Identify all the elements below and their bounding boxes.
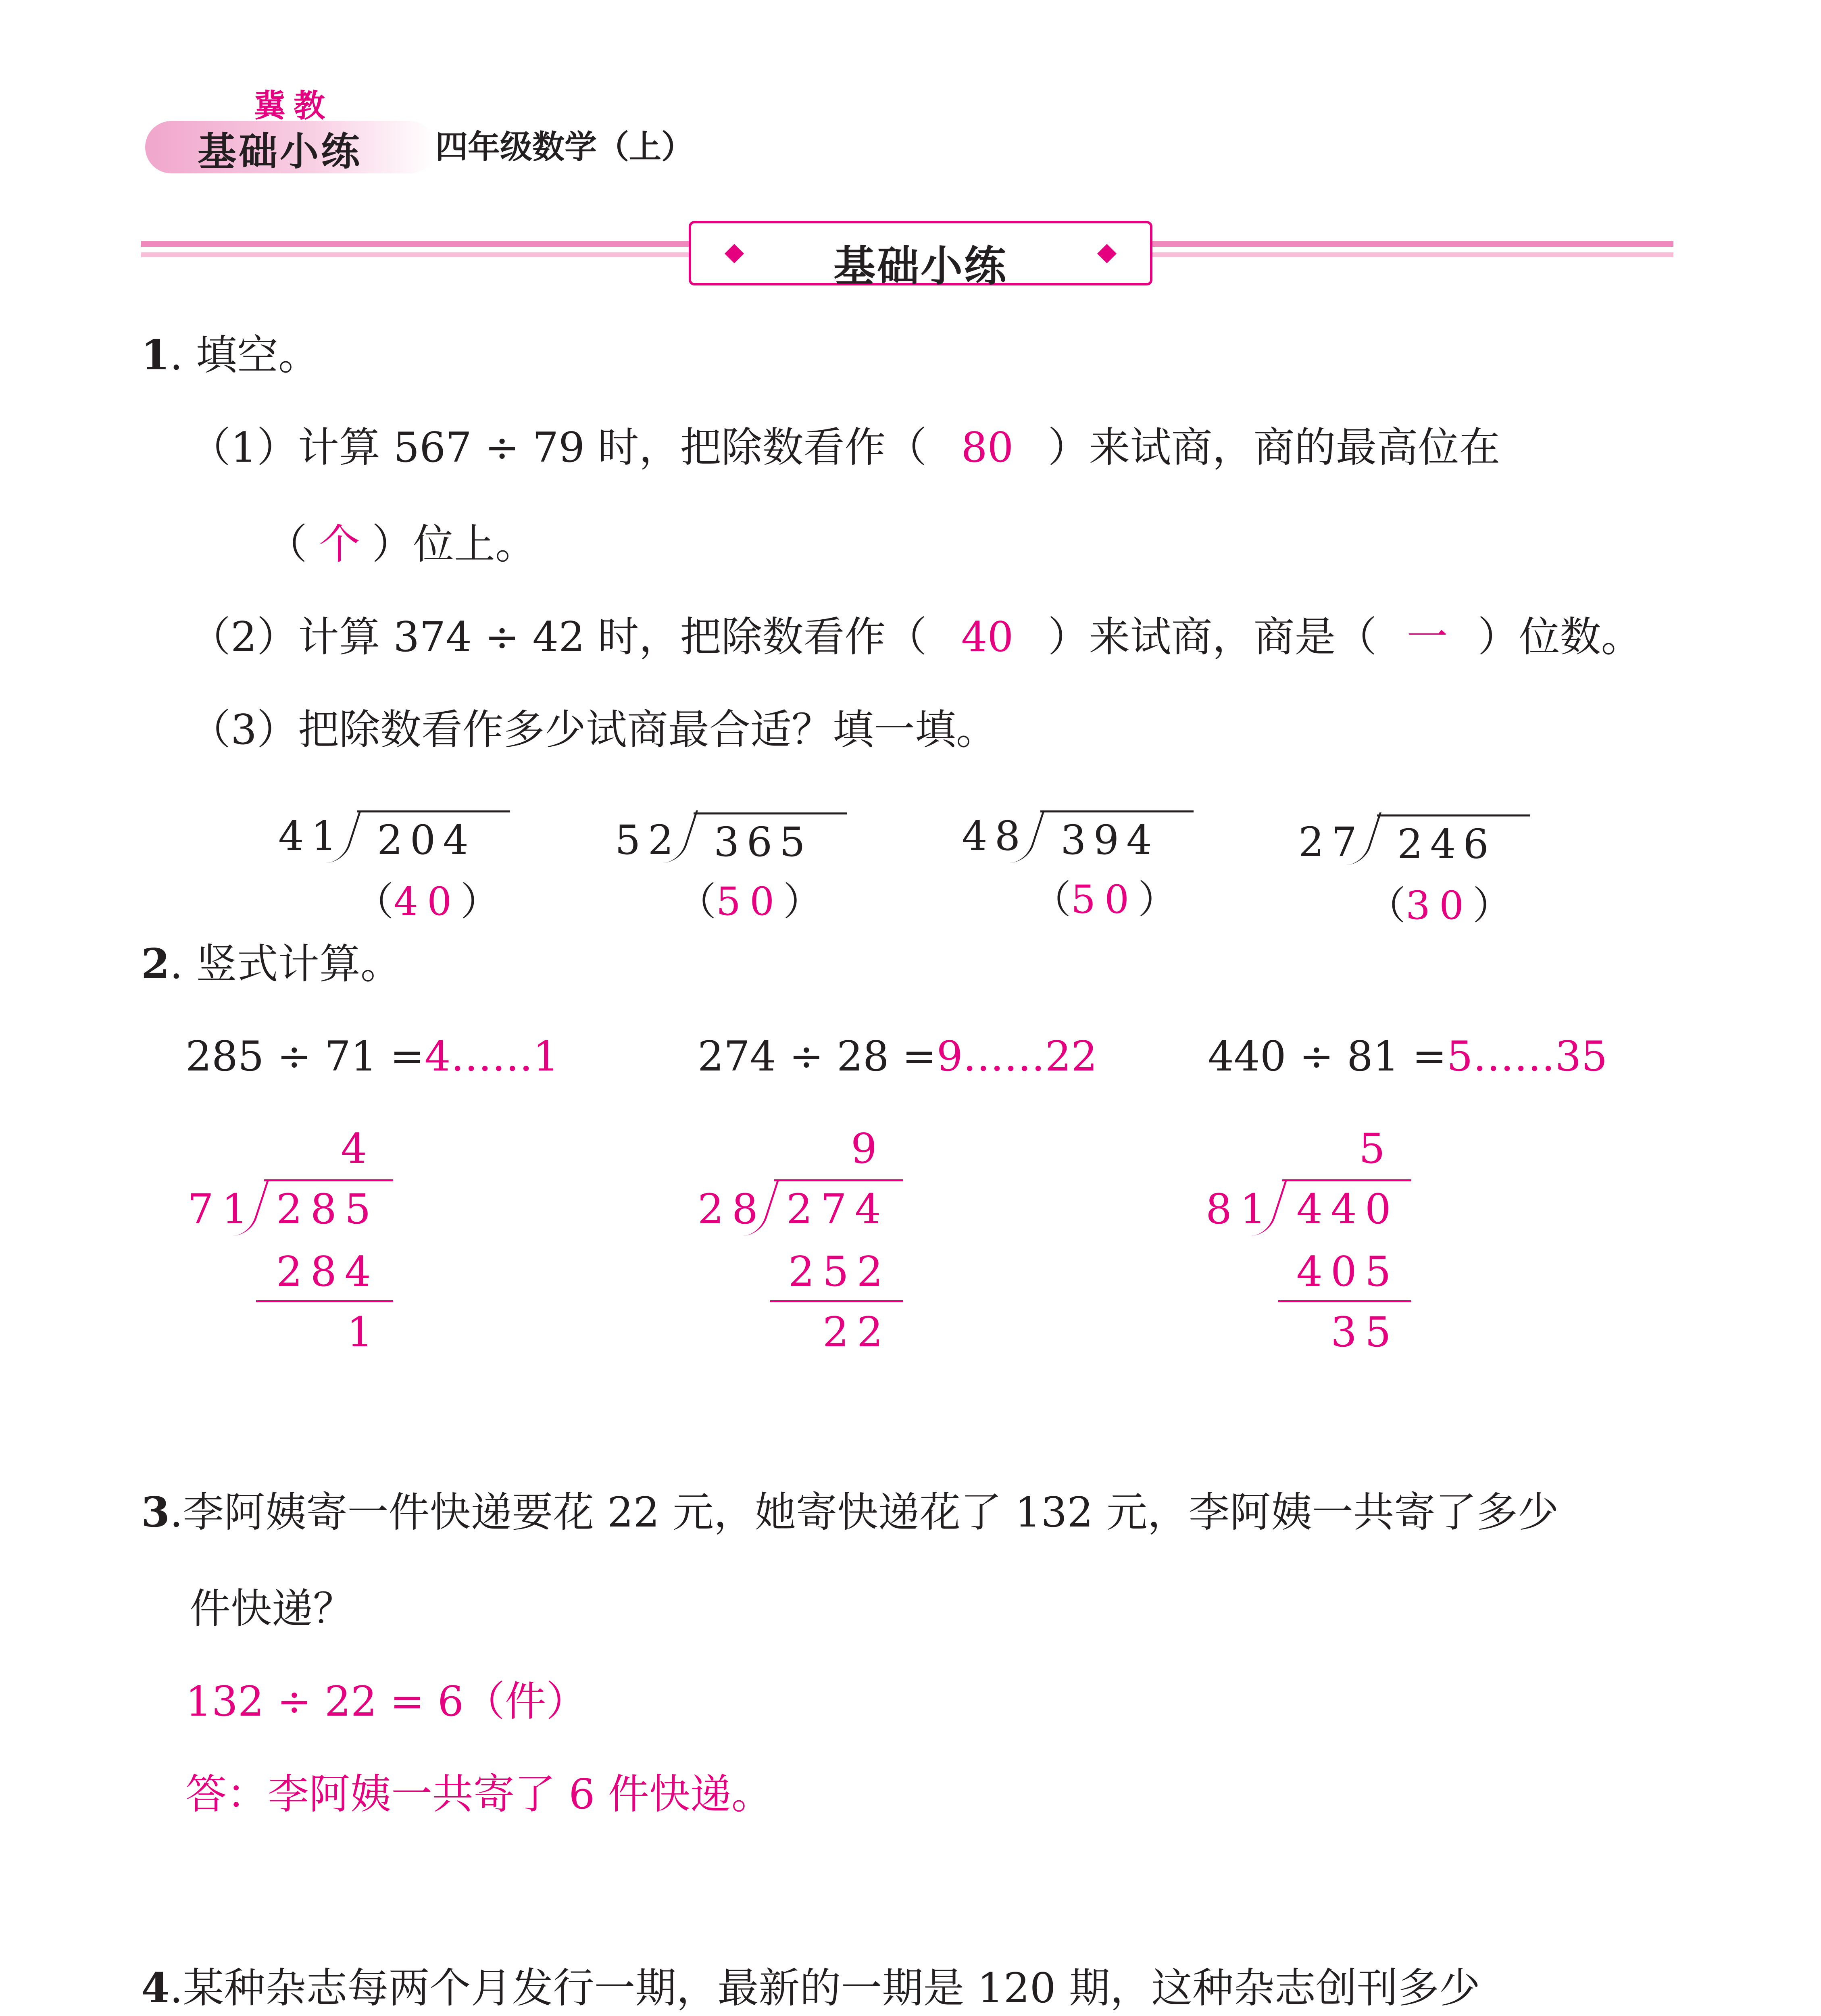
- publisher-label: 冀教: [254, 87, 333, 124]
- q1-part1-answer-1: 80: [961, 424, 1014, 472]
- subtraction-line: [1278, 1300, 1411, 1302]
- banner-stripe-right-light: [1152, 252, 1673, 257]
- divisor: 41: [278, 812, 344, 860]
- paren-open: （: [1032, 877, 1071, 922]
- q1-part3-text: （3）把除数看作多少试商最合适？填一填。: [190, 706, 997, 754]
- divisor: 48: [962, 812, 1028, 860]
- q1-heading: 1. 填空。: [141, 331, 319, 379]
- product: 284: [276, 1248, 379, 1296]
- divisor: 71: [188, 1185, 256, 1233]
- paren-close: ）: [1473, 883, 1512, 928]
- q1-part1-text-d: ）位上。: [372, 521, 536, 569]
- q2-expression-3: [1208, 1032, 1607, 1081]
- dividend: 440: [1296, 1185, 1399, 1233]
- divisor: 28: [698, 1185, 766, 1233]
- expression: 274 ÷ 28 =: [698, 1033, 937, 1081]
- expression-result: 4……1: [424, 1033, 559, 1081]
- division-bar: [357, 810, 510, 812]
- q1-part1-text-a: （1）计算 567 ÷ 79 时，把除数看作（: [190, 424, 927, 472]
- q1-part1-text-c: （: [266, 521, 307, 569]
- product: 252: [788, 1248, 891, 1296]
- dividend: 285: [276, 1185, 379, 1233]
- section-title: 基础小练: [833, 241, 1008, 291]
- division-bar: [694, 812, 847, 814]
- remainder: 1: [347, 1308, 381, 1356]
- q3-line2: 件快递？: [190, 1585, 354, 1633]
- division-bar: [1282, 1179, 1411, 1181]
- estimate-answer-row: [677, 871, 822, 926]
- divisor: 81: [1206, 1185, 1274, 1233]
- estimate-answer: 50: [716, 879, 783, 924]
- q3-line1: 3.李阿姨寄一件快递要花 22 元，她寄快递花了 132 元，李阿姨一共寄了多少: [141, 1488, 1559, 1537]
- estimate-answer-row: [1367, 875, 1511, 930]
- q1-part2-text-b: ）来试商，商是（: [1048, 613, 1377, 661]
- q1-part2-line: [190, 613, 1642, 662]
- question-number: 1: [141, 331, 170, 379]
- q2-expression-1: [185, 1032, 559, 1081]
- division-bar: [264, 1179, 393, 1181]
- paren-close: ）: [460, 879, 500, 924]
- q1-part2-answer-2: 一: [1406, 613, 1448, 661]
- subtraction-line: [770, 1300, 903, 1302]
- expression-result: 9……22: [936, 1033, 1098, 1081]
- dividend: 274: [786, 1185, 889, 1233]
- question-text: 某种杂志每两个月发行一期，最新的一期是 120 期，这种杂志创刊多少: [183, 1964, 1480, 2012]
- quotient: 4: [341, 1125, 375, 1173]
- q3-answer: 答：李阿姨一共寄了 6 件快递。: [185, 1770, 773, 1818]
- banner-stripe-left-light: [141, 252, 690, 257]
- estimate-answer: 50: [1071, 877, 1138, 922]
- q1-part2-answer-1: 40: [961, 613, 1014, 661]
- question-text: 李阿姨寄一件快递要花 22 元，她寄快递花了 132 元，李阿姨一共寄了多少: [183, 1489, 1559, 1537]
- q1-part2-text-a: （2）计算 374 ÷ 42 时，把除数看作（: [190, 613, 927, 661]
- q1-part2-text-c: ）位数。: [1477, 613, 1642, 661]
- q1-part1-line2: [266, 520, 536, 569]
- question-title: 竖式计算。: [196, 940, 402, 988]
- paren-open: （: [355, 879, 394, 924]
- remainder: 22: [823, 1308, 891, 1356]
- q2-expression-2: [698, 1032, 1097, 1081]
- divisor: 27: [1298, 818, 1365, 866]
- dividend: 394: [1061, 816, 1159, 864]
- estimate-answer-row: [355, 871, 499, 926]
- dividend: 365: [714, 818, 813, 866]
- estimate-answer: 40: [394, 879, 461, 924]
- banner-stripe-right: [1152, 241, 1673, 247]
- paren-close: ）: [1138, 877, 1177, 922]
- paren-close: ）: [783, 879, 822, 924]
- subtraction-line: [256, 1300, 393, 1302]
- division-bar: [1040, 810, 1194, 812]
- expression: 285 ÷ 71 =: [185, 1033, 425, 1081]
- question-number: 3: [141, 1488, 170, 1537]
- paren-open: （: [1367, 883, 1406, 928]
- remainder: 35: [1331, 1308, 1399, 1356]
- divisor: 52: [615, 816, 681, 864]
- paren-open: （: [677, 879, 716, 924]
- question-title: 填空。: [196, 331, 319, 379]
- banner-stripe-left: [141, 241, 690, 247]
- quotient: 5: [1359, 1125, 1393, 1173]
- dividend: 246: [1397, 821, 1496, 868]
- q3-solution: 132 ÷ 22 = 6（件）: [185, 1678, 587, 1726]
- estimate-answer: 30: [1406, 883, 1473, 928]
- q1-part3-line: [190, 706, 997, 755]
- series-title: 基础小练: [198, 129, 362, 174]
- expression-result: 5……35: [1446, 1033, 1608, 1081]
- dividend: 204: [377, 816, 476, 864]
- q1-part1-answer-2: 个: [319, 521, 360, 569]
- q2-heading: 2. 竖式计算。: [141, 940, 402, 988]
- division-bar: [1377, 814, 1530, 816]
- q1-part1-line1: [190, 423, 1500, 473]
- grade-label: 四年级数学（上）: [435, 128, 694, 166]
- product: 405: [1296, 1248, 1399, 1296]
- division-bar: [774, 1179, 903, 1181]
- quotient: 9: [851, 1125, 885, 1173]
- q1-part1-text-b: ）来试商，商的最高位在: [1048, 424, 1500, 472]
- q4-line1: 4.某种杂志每两个月发行一期，最新的一期是 120 期，这种杂志创刊多少: [141, 1964, 1480, 2012]
- question-number: 4: [141, 1964, 170, 2012]
- section-banner: [689, 221, 1152, 291]
- question-number: 2: [141, 940, 170, 988]
- header-logo: [133, 81, 440, 185]
- estimate-answer-row: [1032, 869, 1177, 924]
- expression: 440 ÷ 81 =: [1208, 1033, 1447, 1081]
